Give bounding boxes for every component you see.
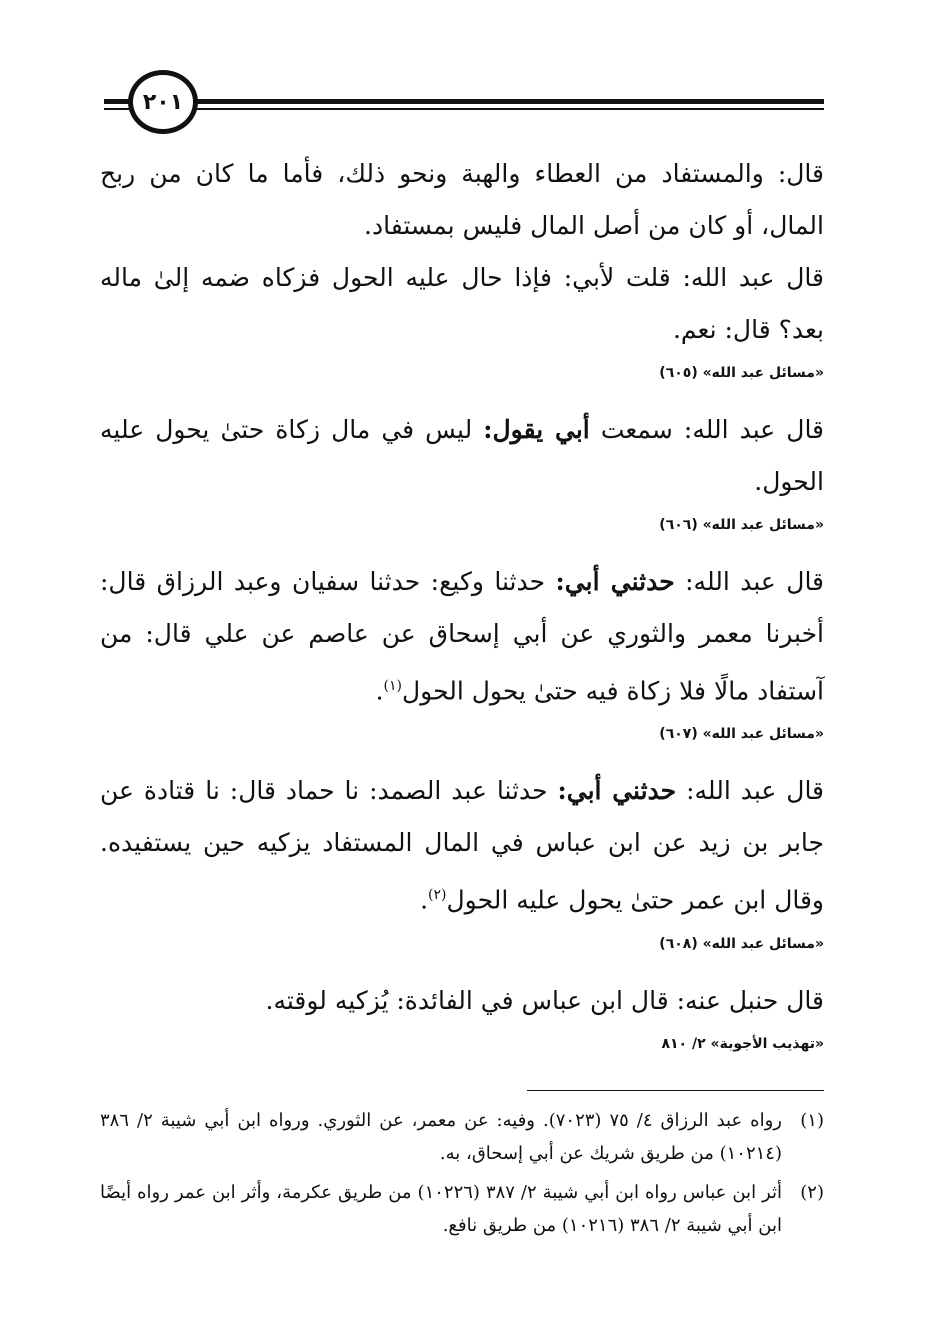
source-citation: «مسائل عبد الله» (٦٠٧) — [659, 726, 824, 743]
page-number: ٢٠١ — [142, 89, 184, 115]
footnote-text: أثر ابن عباس رواه ابن أبي شيبة ٢/ ٣٨٧ (١٠٢٢٦) من طريق عكرمة، وأثر ابن عمر رواه أيضًا ابن أبي شيبة ٢/ ٣٨٦ (١٠٢١٦) من طريق نافع. — [100, 1182, 782, 1236]
footnote-marker[interactable]: (١) — [383, 678, 403, 694]
footnotes — [100, 1104, 824, 1248]
text-segment: حدثنا عبد الصمد: نا حماد قال: نا قتادة عن جابر بن زيد عن ابن عباس في المال المستفاد يزكيه حين يستفيده. وقال ابن عمر حتىٰ يحول عليه الحول — [100, 776, 824, 915]
text-segment: قال عبد الله: — [674, 567, 825, 596]
text-segment: قال عبد الله: — [676, 776, 825, 806]
header-rule-thin — [104, 108, 824, 110]
header-rule-thick — [104, 99, 824, 104]
paragraph — [100, 975, 824, 1027]
text-segment: قال عبد الله: قلت لأبي: فإذا حال عليه الحول فزكاه ضمه إلىٰ ماله بعد؟ قال: نعم. — [100, 263, 824, 344]
text-segment: حدثني أبي: — [555, 567, 675, 596]
text-segment: ليس في مال زكاة حتىٰ يحول عليه الحول. — [100, 415, 824, 496]
page-number-badge — [128, 70, 198, 134]
text-segment: قال: والمستفاد من العطاء والهبة ونحو ذلك، فأما ما كان من ربح المال، أو كان من أصل المال فليس بمستفاد. — [100, 159, 824, 240]
paragraph — [100, 404, 824, 508]
source-citation: «مسائل عبد الله» (٦٠٦) — [659, 517, 824, 533]
text-segment: . — [375, 676, 384, 706]
source-citation: «تهذيب الأجوبة» ٢/ ٨١٠ — [661, 1035, 824, 1052]
footnote — [100, 1176, 824, 1242]
main-text — [100, 148, 824, 1075]
paragraph — [100, 765, 824, 926]
text-segment: قال حنبل عنه: قال ابن عباس في الفائدة: يُزكيه لوقته. — [265, 985, 824, 1015]
text-segment: . — [420, 885, 429, 915]
text-segment: أبي يقول: — [483, 415, 590, 444]
footnote-marker[interactable]: (٢) — [428, 887, 447, 904]
source-citation: «مسائل عبد الله» (٦٠٨) — [659, 935, 824, 952]
footnote-separator — [527, 1090, 824, 1091]
paragraph — [100, 556, 824, 717]
footnote — [100, 1104, 824, 1170]
footnote-number: (٢) — [800, 1182, 824, 1203]
paragraph — [100, 148, 824, 252]
text-segment: حدثني أبي: — [557, 776, 677, 806]
paragraph — [100, 252, 824, 356]
text-segment: حدثنا وكيع: حدثنا سفيان وعبد الرزاق قال: أخبرنا معمر والثوري عن أبي إسحاق عن عاصم عن علي قال: من آستفاد مالًا فلا زكاة فيه حتىٰ يحول الحول — [100, 567, 824, 706]
footnote-number: (١) — [800, 1110, 824, 1131]
source-citation: «مسائل عبد الله» (٦٠٥) — [659, 365, 824, 381]
footnote-text: رواه عبد الرزاق ٤/ ٧٥ (٧٠٢٣). وفيه: عن معمر، عن الثوري. ورواه ابن أبي شيبة ٢/ ٣٨٦ (١٠٢١٤) من طريق شريك عن أبي إسحاق، به. — [100, 1110, 782, 1164]
text-segment: قال عبد الله: سمعت — [589, 415, 825, 444]
